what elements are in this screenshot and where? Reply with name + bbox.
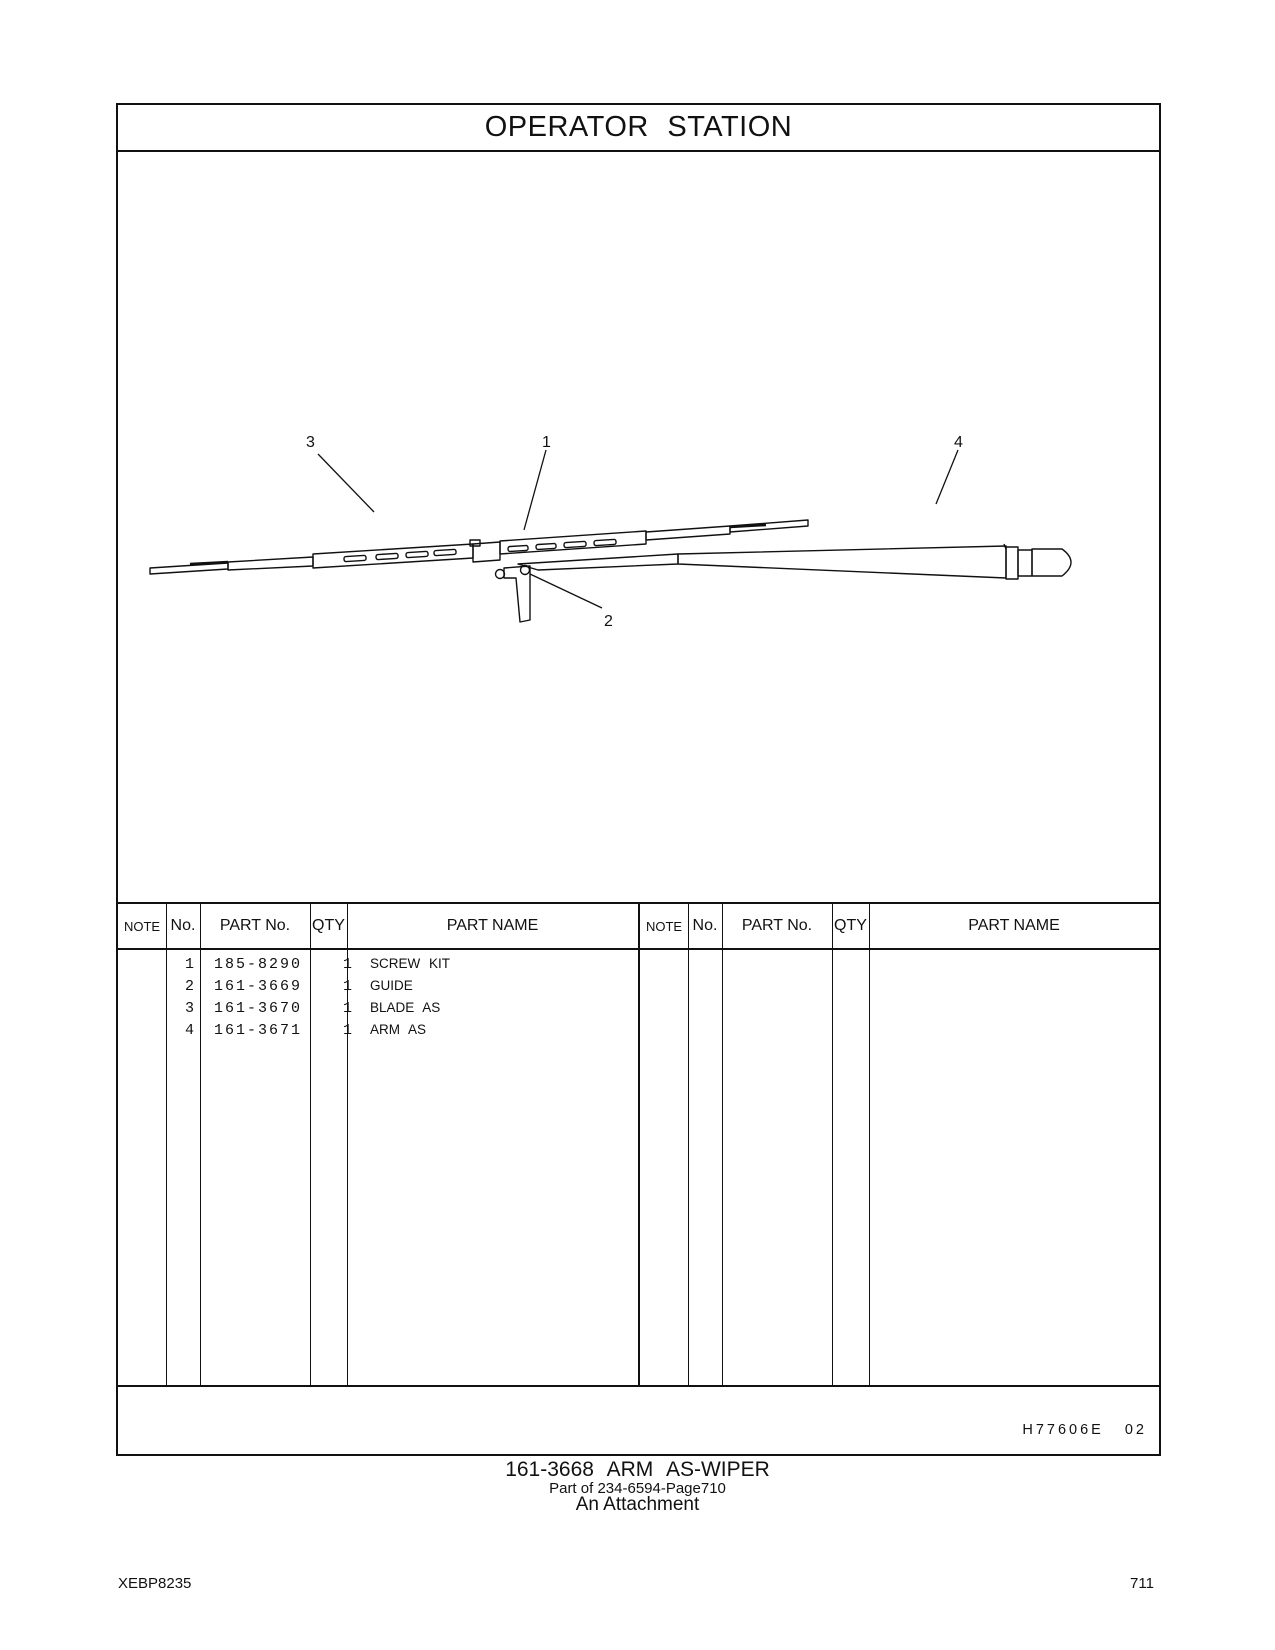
parts-list-table [118, 902, 1159, 1387]
row-part-number: 185-8290 [213, 956, 302, 973]
callout-4: 4 [954, 434, 963, 451]
row-quantity: 1 [342, 1000, 352, 1017]
header-no: No. [170, 917, 196, 934]
table-header-right [640, 904, 1159, 950]
center-clip [473, 542, 500, 562]
row-part-name: SCREW KIT [370, 956, 451, 971]
header-qty: QTY [834, 917, 867, 934]
row-number: 2 [184, 978, 194, 995]
illustration-code: H77606E 02 [1022, 1422, 1147, 1438]
parts-page-frame [116, 103, 1161, 1456]
parts-rows [118, 956, 638, 1044]
blade-left-section [228, 557, 313, 570]
table-row [118, 1000, 638, 1022]
leader-line-4 [936, 450, 958, 504]
callout-3: 3 [306, 434, 315, 451]
leader-line-3 [318, 454, 374, 512]
table-row [118, 1022, 638, 1044]
arm-pivot-collar [1006, 547, 1018, 579]
section-title: OPERATOR STATION [484, 111, 793, 143]
row-number: 4 [184, 1022, 194, 1039]
header-part-name: PART NAME [968, 917, 1060, 934]
table-header-left [118, 904, 638, 950]
document-id: XEBP8235 [118, 1575, 192, 1592]
table-row [118, 956, 638, 978]
blade-left-rod [150, 563, 228, 574]
header-note: NOTE [645, 918, 683, 934]
header-part-name: PART NAME [446, 917, 539, 934]
table-row [118, 978, 638, 1000]
assembly-title: 161-3668 ARM AS-WIPER [505, 1458, 770, 1481]
row-quantity: 1 [342, 1022, 352, 1039]
section-title-bar [118, 105, 1159, 152]
row-part-name: BLADE AS [370, 1000, 441, 1015]
row-part-name: GUIDE [370, 978, 413, 993]
row-part-name: ARM AS [370, 1022, 427, 1037]
header-note: NOTE [123, 918, 161, 934]
blade-body [313, 544, 473, 568]
wiper-arm-diagram [118, 150, 1159, 902]
header-part-no: PART No. [219, 917, 291, 934]
row-quantity: 1 [342, 956, 352, 973]
callout-2: 2 [604, 613, 613, 630]
header-part-no: PART No. [741, 917, 813, 934]
row-quantity: 1 [342, 978, 352, 995]
page-number: 711 [1130, 1575, 1154, 1592]
parts-list-right [638, 904, 1159, 1385]
parts-list-left [118, 904, 638, 1385]
arm-pivot-cap [1032, 549, 1071, 576]
row-part-number: 161-3670 [213, 1000, 302, 1017]
arm-body [678, 546, 1006, 578]
column-divider [832, 904, 833, 1385]
leader-line-1 [524, 450, 546, 530]
leader-line-2 [530, 574, 602, 608]
column-divider [722, 904, 723, 1385]
arm-rod [518, 554, 678, 570]
assembly-reference: Part of 234-6594-Page710 [549, 1480, 726, 1497]
callout-1: 1 [542, 434, 551, 451]
column-divider [688, 904, 689, 1385]
row-part-number: 161-3669 [213, 978, 302, 995]
assembly-type: An Attachment [575, 1494, 700, 1515]
header-qty: QTY [312, 917, 345, 934]
column-divider [869, 904, 870, 1385]
row-number: 1 [184, 956, 194, 973]
blade-right-rod [646, 526, 730, 540]
row-part-number: 161-3671 [213, 1022, 302, 1039]
header-no: No. [692, 917, 718, 934]
parts-illustration [118, 150, 1159, 902]
row-number: 3 [184, 1000, 194, 1017]
